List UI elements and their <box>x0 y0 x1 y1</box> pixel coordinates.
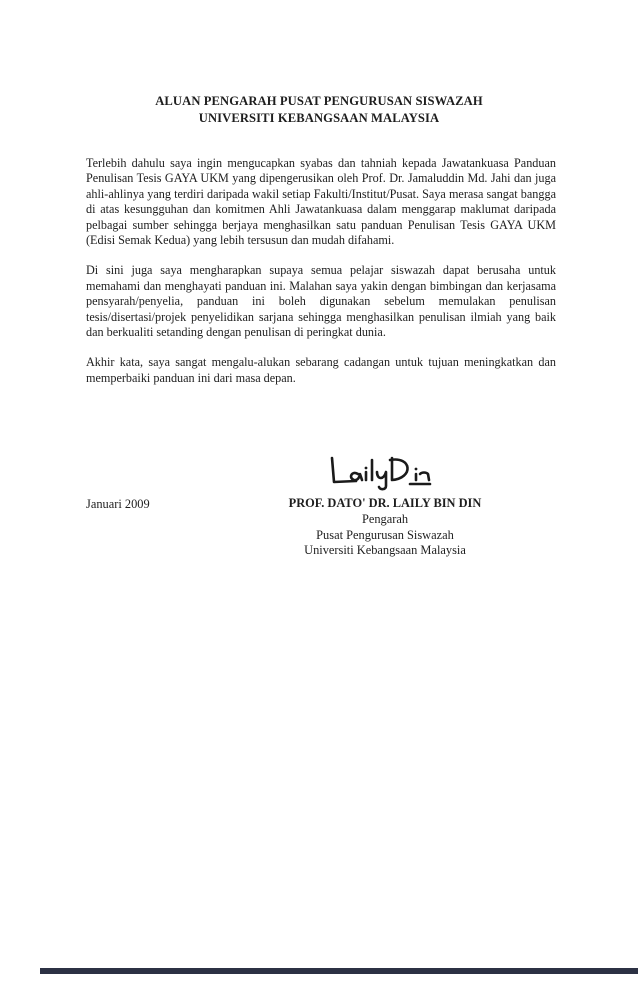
signatory-title: Pengarah <box>361 511 409 526</box>
heading-line-2: UNIVERSITI KEBANGSAAN MALAYSIA <box>198 111 440 125</box>
signatory-office: Pusat Pengurusan Siswazah <box>316 527 454 542</box>
handwritten-signature <box>322 448 434 492</box>
bottom-border-rule <box>40 968 638 974</box>
signatory-university: Universiti Kebangsaan Malaysia <box>304 543 466 558</box>
document-heading <box>0 93 638 127</box>
signature-drawing <box>322 448 434 492</box>
heading-line-1: ALUAN PENGARAH PUSAT PENGURUSAN SISWAZAH <box>155 94 483 108</box>
paragraph-1: Terlebih dahulu saya ingin mengucapkan syabas dan tahniah kepada Jawatankuasa Panduan Penulisan Tesis GAYA UKM yang dipengerusikan oleh Prof. Dr. Jamaluddin Md. Jahi dan juga ahli-ahlinya yang terdiri daripada wakil setiap Fakulti/Institut/Pusat. Saya merasa sangat bangga di atas kesungguhan dan komitmen Ahli Jawatankuasa dalam menggarap maklumat daripada pelbagai sumber sehingga berjaya menghasilkan satu panduan Penulisan Tesis GAYA UKM (Edisi Semak Kedua) yang lebih tersusun dan mudah difahami. <box>86 156 556 248</box>
body-text <box>86 156 556 386</box>
letter-date: Januari 2009 <box>86 497 150 511</box>
signatory-name: PROF. DATO' DR. LAILY BIN DIN <box>288 496 482 510</box>
paragraph-2: Di sini juga saya mengharapkan supaya semua pelajar siswazah dapat berusaha untuk memahami dan menghayati panduan ini. Malahan saya yakin dengan bimbingan dan kerjasama pensyarah/penyelia, panduan ini boleh digunakan sebelum memulakan penulisan tesis/disertasi/projek penyelidikan sarjana sehingga menghasilkan penulisan ilmiah yang baik dan berkualiti setanding dengan penulisan di peringkat dunia. <box>86 263 556 340</box>
paragraph-3: Akhir kata, saya sangat mengalu-alukan sebarang cadangan untuk tujuan meningkatkan dan memperbaiki panduan ini dari masa depan. <box>86 355 556 385</box>
signatory-block <box>257 496 513 559</box>
